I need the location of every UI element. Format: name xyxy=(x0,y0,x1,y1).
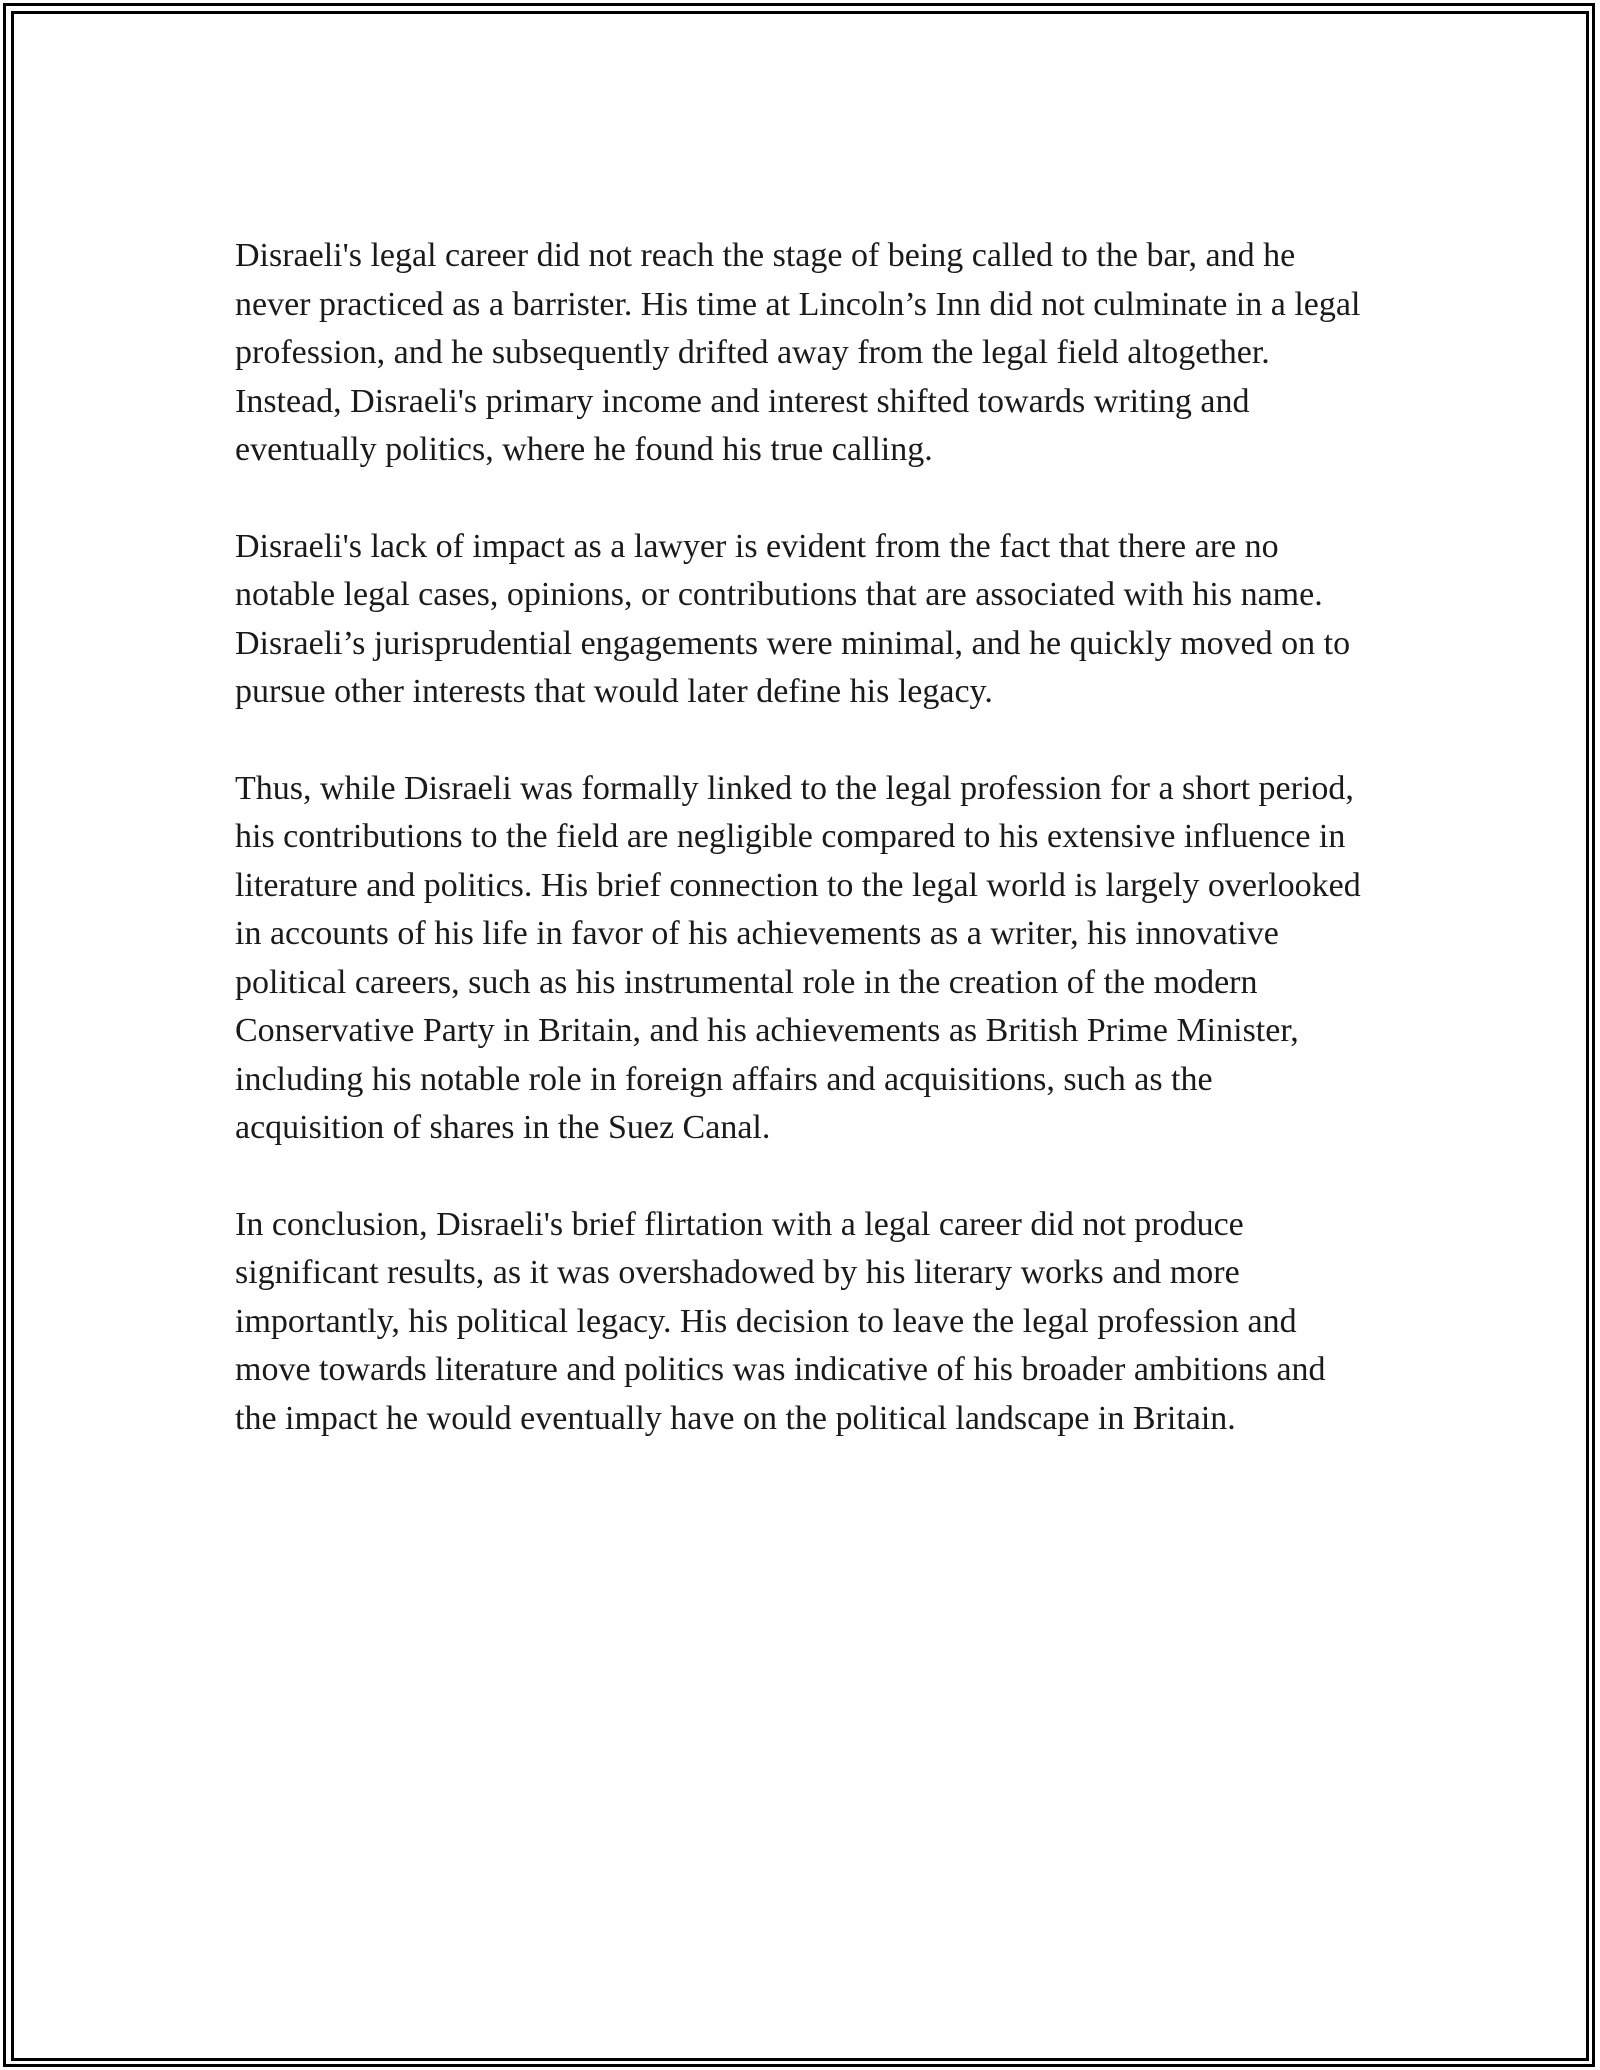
paragraph-conclusion: In conclusion, Disraeli's brief flirtation with a legal career did not produce significant results, as it was overshadowed by his literary works and more importantly, his political legacy. His decision to leave the legal profession and move towards literature and politics was indicative of his broader ambitions and the impact he would eventually have on the political landscape in Britain. xyxy=(235,1205,1326,1437)
paragraph-legal-career: Disraeli's legal career did not reach the stage of being called to the bar, and he never practiced as a barrister. His time at Lincoln’s Inn did not culminate in a legal profession, and he subsequently drifted away from the legal field altogether. Instead, Disraeli's primary income and interest shifted towards writing and eventually politics, where he found his true calling. xyxy=(235,237,1361,468)
paragraph-contributions: Thus, while Disraeli was formally linked to the legal profession for a short period, his contributions to the field are negligible compared to his extensive influence in literature and politics. His brief connection to the legal world is largely overlooked in accounts of his life in favor of his achievements as a writer, his innovative political careers, such as his instrumental role in the creation of the modern Conservative Party in Britain, and his achievements as British Prime Minister, including his notable role in foreign affairs and acquisitions, such as the acquisition of shares in the Suez Canal. xyxy=(235,769,1361,1146)
document-body xyxy=(235,232,1365,1491)
paragraph-lack-of-impact: Disraeli's lack of impact as a lawyer is evident from the fact that there are no notable legal cases, opinions, or contributions that are associated with his name. Disraeli’s jurisprudential engagements were minimal, and he quickly moved on to pursue other interests that would later define his legacy. xyxy=(235,527,1351,710)
